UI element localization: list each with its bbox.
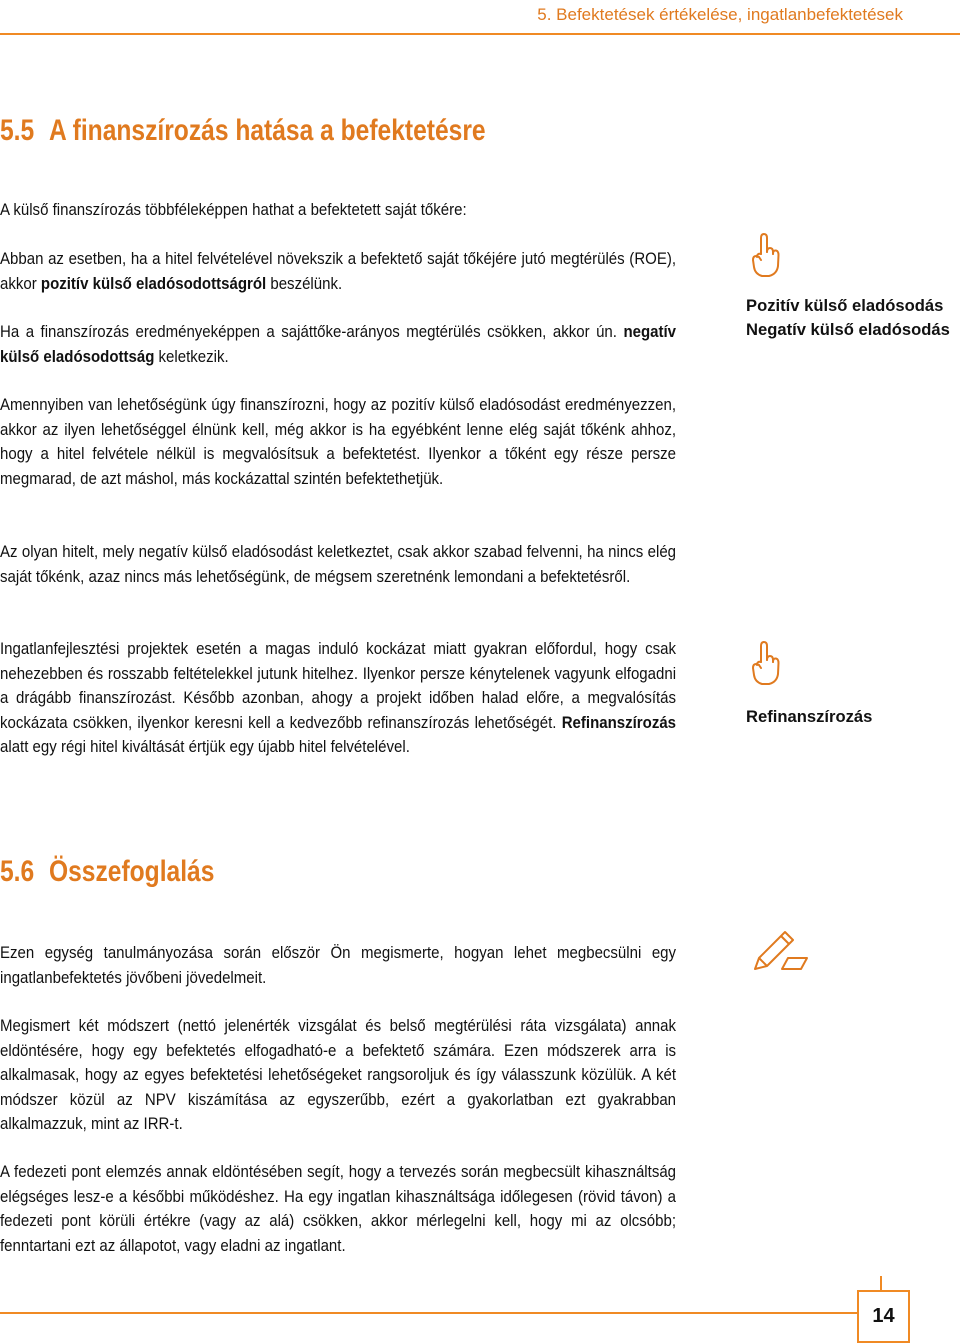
- section-title-text: Összefoglalás: [48, 855, 215, 888]
- footer-rule: [0, 1312, 857, 1314]
- footer-tick: [880, 1276, 882, 1290]
- section-title-5-5: [0, 114, 486, 148]
- header-rule: [0, 33, 960, 35]
- summary-paragraph-3: A fedezeti pont elemzés annak eldöntésében segít, hogy a tervezés során megbecsült kihasználtság elégséges lesz-e a későbbi működéshez. Ha egy ingatlan kihasználtsága időlegesen (rövid távon) a fedezeti pont körüli értékre (vagy az alá) csökken, akkor mérlegelni kell, hogy mi az olcsóbb; fenntartani ezt az állapotot, vagy eladni az ingatlant.: [0, 1162, 677, 1255]
- running-header: 5. Befektetések értékelése, ingatlanbefektetések: [537, 5, 903, 24]
- summary-paragraph-1: Ezen egység tanulmányozása során először Ön megismerte, hogyan lehet megbecsülni egy ingatlanbefektetés jövőbeni jövedelmeit.: [0, 943, 677, 987]
- section-title-5-6: [0, 855, 214, 889]
- paragraph-refinancing: [0, 637, 676, 760]
- text-run: Ingatlanfejlesztési projektek esetén a magas induló kockázat miatt gyakran előfordul, hogy csak nehezebben és rosszabb feltételekkel jutunk hitelhez. Ilyenkor persze kénytelenek vagyunk elfogadni a drágább finanszírozást. Később azonban, ahogy a projekt időben halad előre, a megvalósítás kockázata csökken, ilyenkor keresni kell a kedvezőbb refinanszírozás lehetőségét.: [0, 639, 677, 732]
- paragraph-negative-leverage: [0, 320, 676, 369]
- text-run: Ha a finanszírozás eredményeképpen a sajáttőke-arányos megtérülés csökken, akkor ún.: [0, 322, 624, 341]
- section-number: 5.6: [0, 855, 35, 888]
- text-run: keletkezik.: [154, 346, 229, 366]
- paragraph-financing-choice: Amennyiben van lehetőségünk úgy finanszírozni, hogy az pozitív külső eladósodást eredményezzen, akkor az ilyen lehetőséggel élnünk kell, még akkor is ha egyébként lenne elég saját tőkénk ahhoz, hogy a hitel felvétele nélkül is megvalósítsuk a befektetést. Ilyenkor a tőként egy része persze megmarad, de azt máshol, más kockázattal szintén befektethetjük.: [0, 395, 677, 488]
- paragraph-negative-credit: Az olyan hitelt, mely negatív külső eladósodást keletkeztet, csak akkor szabad felvenni, ha nincs elég saját tőkénk, azaz nincs más lehetőségünk, de mégsem szeretnénk lemondani a befektetésről.: [0, 542, 677, 586]
- sidenote-leverage: [746, 294, 950, 342]
- text-run: Abban az esetben, ha a hitel felvételével növekszik a befektető saját tőkéjére jutó megtérülés (ROE), akkor: [0, 249, 677, 293]
- sidenote-positive: Pozitív külső eladósodás: [746, 296, 944, 315]
- section-number: 5.5: [0, 114, 35, 147]
- page-number: 14: [857, 1290, 910, 1343]
- summary-paragraph-2: Megismert két módszert (nettó jelenérték vizsgálat és belső megtérülési ráta vizsgálata) annak eldöntésére, hogy egy befektetés elfogadható-e a befektető számára. Ezen módszerek arra is alkalmasak, hogy az egyes befektetési lehetőségeket rangsoroljuk és így válasszunk közülük. A két módszer közül az NPV kiszámítása az egyszerűbb, ezért a gyakorlatban ezt gyakrabban alkalmazzuk, mint az IRR-t.: [0, 1016, 677, 1133]
- term-positive-leverage: pozitív külső eladósodottságról: [40, 273, 267, 293]
- text-run: alatt egy régi hitel kiváltását értjük egy újabb hitel felvételével.: [0, 737, 410, 756]
- paragraph-positive-leverage: [0, 247, 676, 296]
- pointing-hand-icon: [750, 232, 780, 280]
- sidenote-negative: Negatív külső eladósodás: [746, 320, 950, 339]
- term-refinancing: Refinanszírozás: [561, 712, 677, 732]
- term-negative-leverage: negatív külső eladósodottság: [0, 322, 677, 366]
- paragraph-intro: A külső finanszírozás többféleképpen hathat a befektetett saját tőkére:: [0, 200, 467, 219]
- section-title-text: A finanszírozás hatása a befektetésre: [48, 114, 486, 147]
- pointing-hand-icon: [750, 640, 780, 688]
- text-run: beszélünk.: [266, 273, 343, 293]
- sidenote-refinancing: Refinanszírozás: [746, 707, 873, 726]
- pencil-icon: [752, 928, 810, 972]
